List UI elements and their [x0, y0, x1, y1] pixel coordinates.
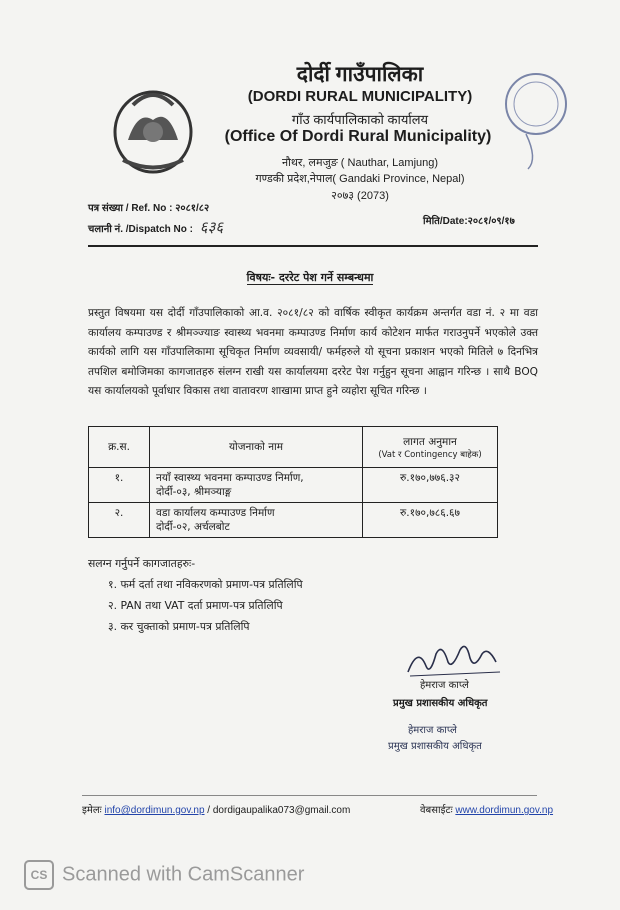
row-cost: रु.१७०,७७६.३२: [363, 468, 498, 503]
row-name-line2: दोर्दी-०३, श्रीमञ्याङ्ग: [156, 486, 232, 498]
col-serial: क्र.स.: [89, 427, 150, 468]
camscanner-logo-icon: CS: [24, 860, 54, 890]
subject-text: विषयः- दररेट पेश गर्ने सम्बन्धमा: [246, 271, 374, 284]
cost-header-note: (Vat र Contingency बाहेक): [378, 449, 482, 460]
enclosures-title: सलग्न गर्नुपर्ने कागजातहरुः-: [88, 557, 196, 570]
row-name-line1: नयाँ स्वास्थ्य भवनमा कम्पाउण्ड निर्माण,: [156, 472, 304, 484]
row-project-name: [150, 503, 363, 538]
footer-website: [420, 802, 553, 816]
ref-value: २०८१/८२: [175, 203, 210, 214]
nepal-government-emblem-icon: [108, 80, 198, 180]
col-project-name: योजनाको नाम: [150, 427, 363, 468]
camscanner-watermark: [24, 860, 304, 890]
letter-date: [423, 213, 515, 227]
footer-email: [82, 802, 350, 816]
signatory-name: हेमराज काप्ले: [420, 680, 469, 691]
row-serial: १.: [89, 468, 150, 503]
row-name-line2: दोर्दी-०२, अर्चलबोट: [156, 521, 230, 533]
notice-body: प्रस्तुत विषयमा यस दोर्दी गाँउपालिकाको आ.व. २०८१/८२ को वार्षिक स्वीकृत कार्यक्रम अन्तर्गत वडा नं. २ मा वडा कार्यालय कम्पाउण्ड र श्रीमञ्ज्याङ स्वास्थ्य भवनमा कम्पाउण्ड निर्माण कार्य कोटेशन मार्फत गराउनुपर्ने भएकोले उक्त कार्यको लागि यस गाँउपालिकामा सूचिकृत निर्माण व्यवसायी/ फर्महरुले यो सूचना प्रकाशन भएको मितिले ७ दिनभित्र तपशिल बमोजिमका कागजातहरु संलग्न राखी यस कार्यालयमा दररेट पेश गर्नुहुन सूचना आह्वान गरिन्छ । साथै BOQ यस कार्यालयको पूर्वाधार विकास तथा वातावरण शाखामा प्राप्त हुने व्यहोरा सूचित गरिन्छ ।: [88, 307, 538, 397]
footer-divider: [82, 795, 537, 796]
website-label: वेबसाईटः: [420, 805, 453, 816]
row-serial: २.: [89, 503, 150, 538]
table-header-row: [89, 427, 498, 468]
municipality-name-en: (DORDI RURAL MUNICIPALITY): [247, 88, 473, 105]
table-row: [89, 468, 498, 503]
watermark-text: Scanned with CamScanner: [62, 863, 305, 886]
ref-number: [88, 200, 209, 214]
enclosures-list: [108, 574, 303, 637]
office-name-np: गाँउ कार्यपालिकाको कार्यालय: [291, 112, 429, 127]
row-project-name: [150, 468, 363, 503]
header-divider: [88, 245, 538, 247]
signatory-title: प्रमुख प्रशासकीय अधिकृत: [393, 698, 488, 709]
dispatch-label: चलानी नं. /Dispatch No :: [88, 224, 193, 235]
email-link-2[interactable]: dordigaupalika073@gmail.com: [212, 805, 351, 816]
date-value: २०८१/०९/१७: [467, 216, 515, 227]
website-link[interactable]: www.dordimun.gov.np: [455, 805, 554, 816]
office-round-seal-icon: [498, 64, 578, 174]
list-item: २. PAN तथा VAT दर्ता प्रमाण-पत्र प्रतिलिपि: [108, 599, 283, 612]
stamp-name: हेमराज काप्ले: [408, 725, 457, 736]
cost-header-label: लागत अनुमान: [403, 435, 457, 448]
email-separator: /: [207, 805, 211, 816]
list-item: १. फर्म दर्ता तथा नविकरणको प्रमाण-पत्र प्रतिलिपि: [108, 578, 303, 591]
email-label: इमेलः: [82, 805, 102, 816]
established-year: २०७३ (2073): [331, 190, 389, 202]
stamp-title: प्रमुख प्रशासकीय अधिकृत: [388, 741, 482, 752]
letter-subject: [0, 270, 620, 285]
address-line-2: गण्डकी प्रदेश,नेपाल( Gandaki Province, Nepal): [255, 173, 465, 185]
row-name-line1: वडा कार्यालय कम्पाउण्ड निर्माण: [156, 507, 275, 519]
handwritten-signature-icon: [400, 636, 510, 682]
project-table: [88, 426, 498, 538]
municipality-name-np: दोर्दी गाउँपालिका: [296, 63, 424, 86]
office-name-en: (Office Of Dordi Rural Municipality): [224, 128, 492, 145]
col-cost-estimate: [363, 427, 498, 468]
date-label: मिति/Date:: [423, 216, 468, 227]
row-cost: रु.१७०,७८६.६७: [363, 503, 498, 538]
dispatch-number: [88, 217, 223, 237]
ref-label: पत्र संख्या / Ref. No :: [88, 203, 173, 214]
table-row: [89, 503, 498, 538]
dispatch-value: ६३६: [199, 218, 224, 236]
email-link-1[interactable]: info@dordimun.gov.np: [104, 805, 205, 816]
address-line-1: नौथर, लमजुङ ( Nauthar, Lamjung): [281, 157, 439, 169]
list-item: ३. कर चुक्ताको प्रमाण-पत्र प्रतिलिपि: [108, 620, 250, 633]
